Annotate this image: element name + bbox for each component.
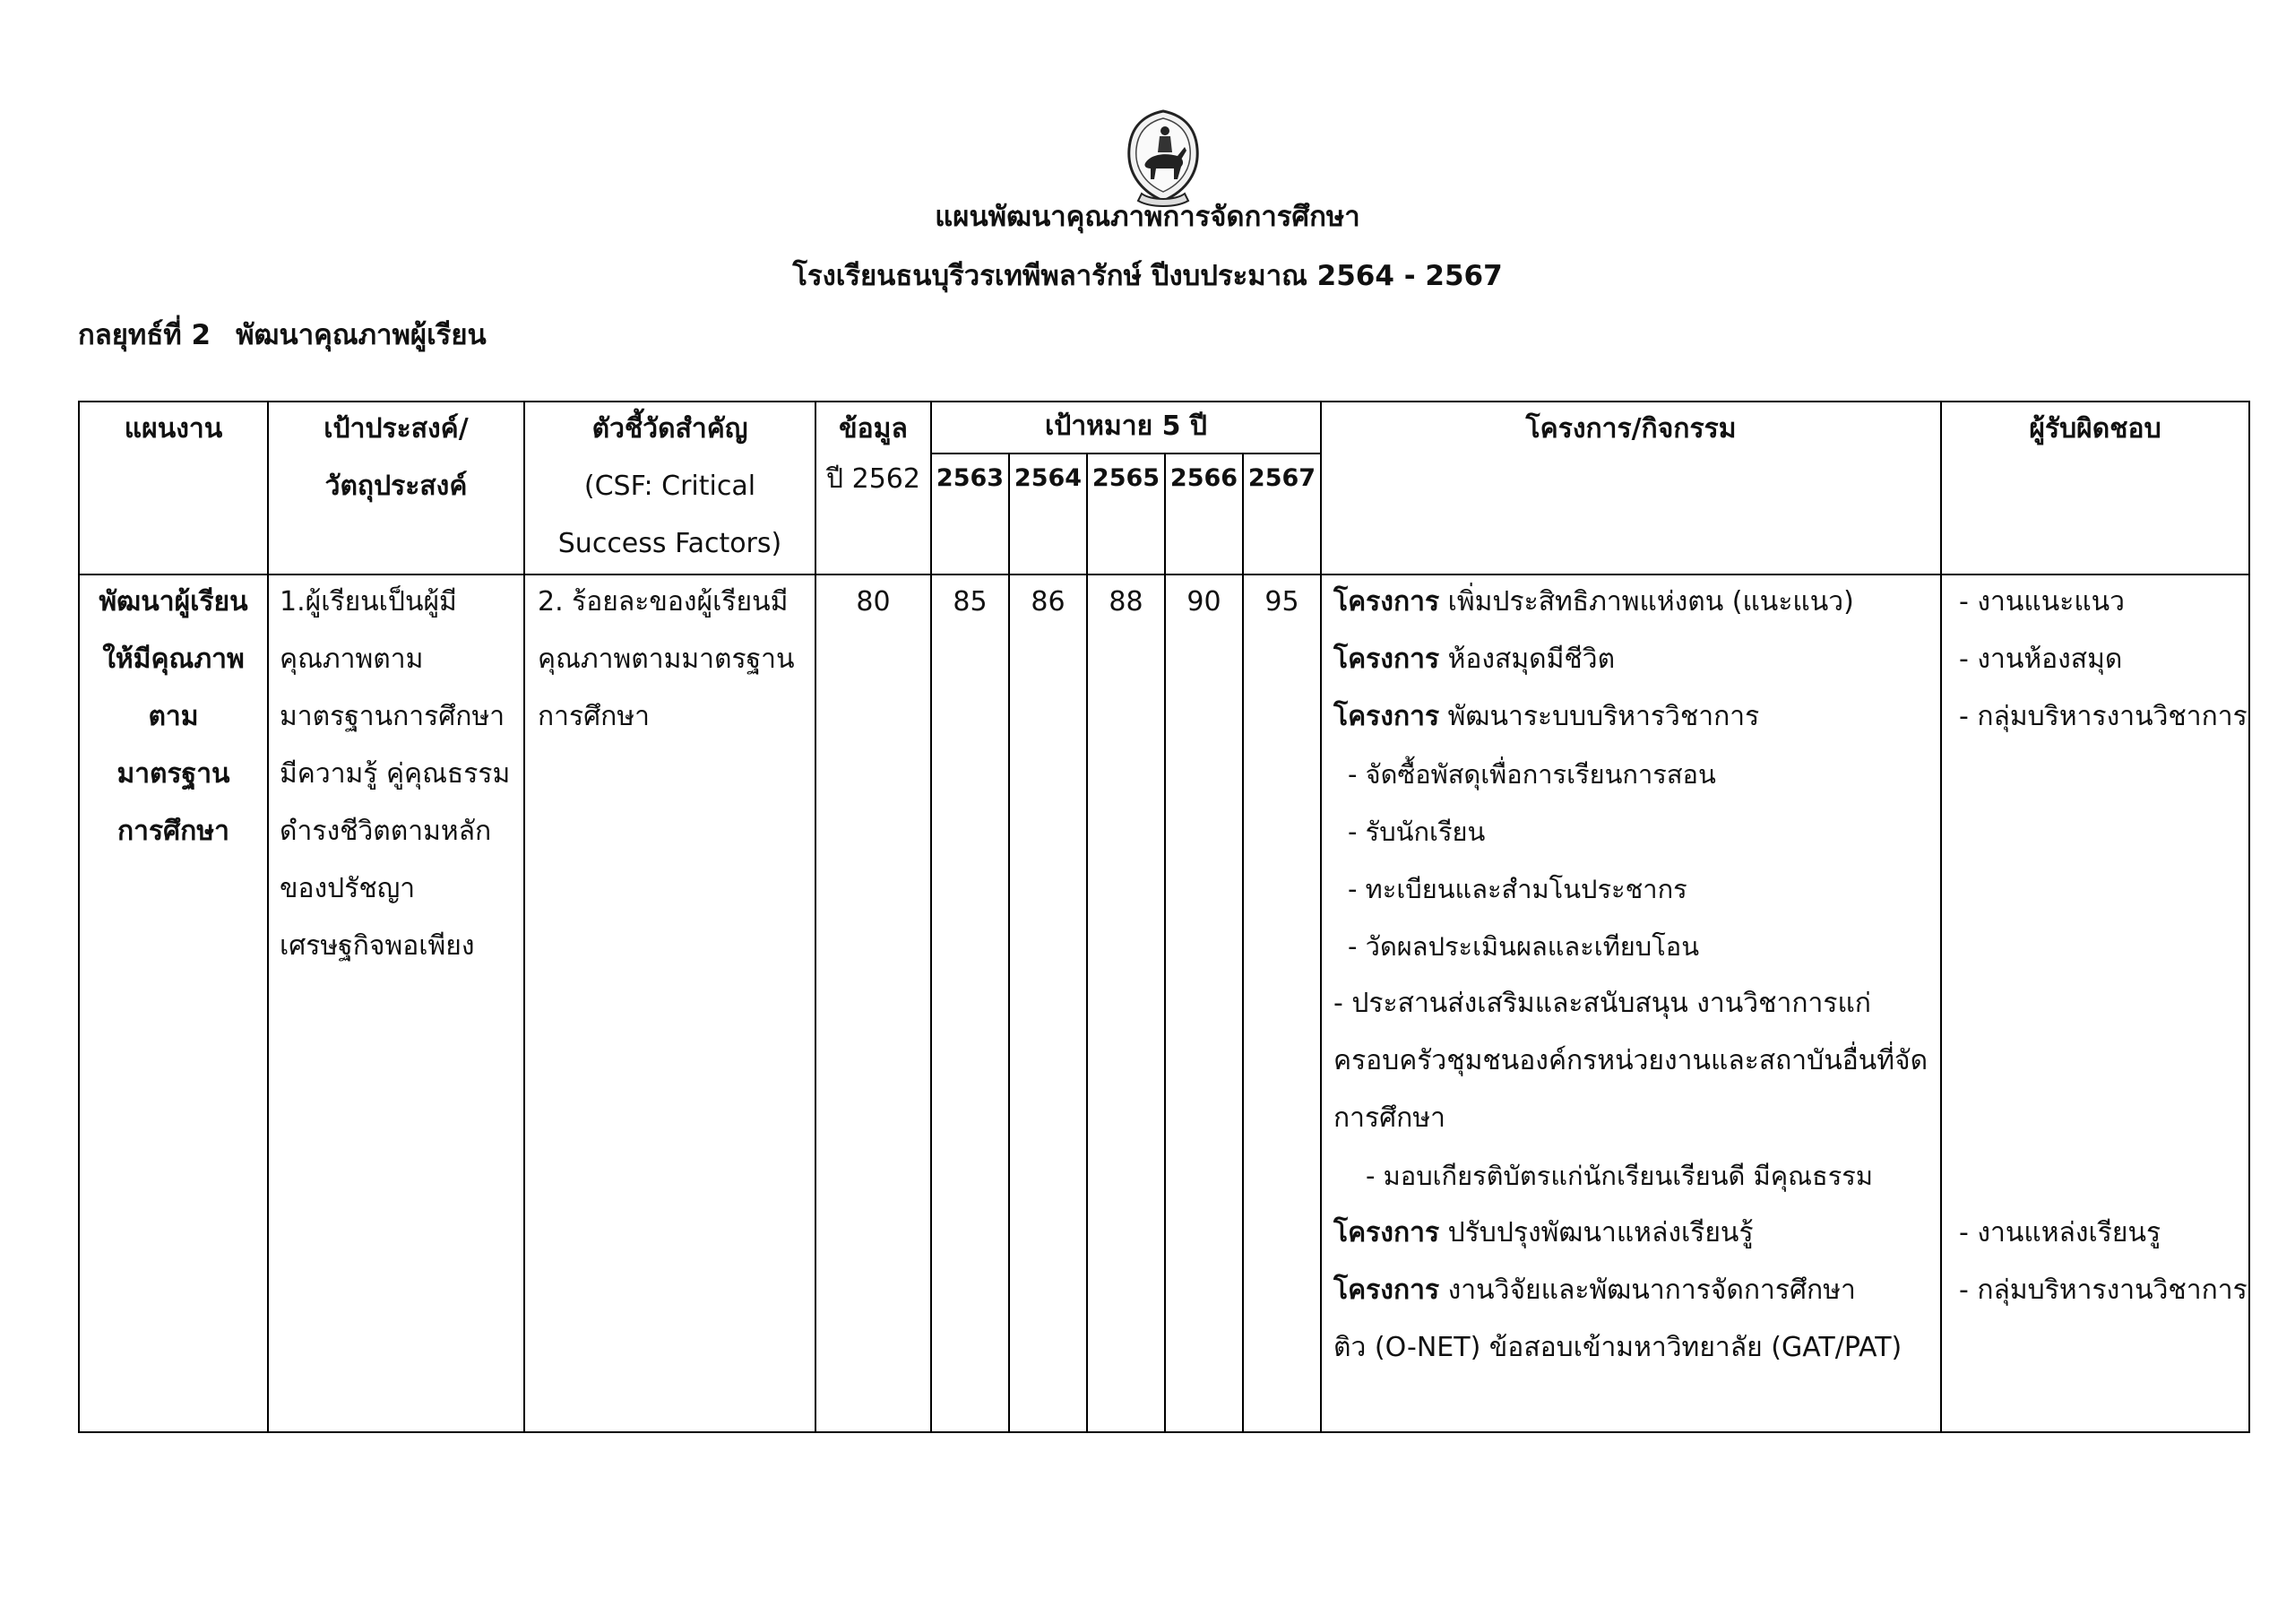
responsible-item bbox=[1959, 803, 2248, 860]
activity-item bbox=[1333, 803, 1938, 860]
header-year: 2564 bbox=[1014, 464, 1083, 492]
header-year: 2567 bbox=[1247, 464, 1316, 492]
project-text: - จัดซื้อพัสดุเพื่อการเรียนการสอน bbox=[1348, 759, 1716, 790]
header-year: 2566 bbox=[1169, 464, 1238, 492]
project-text: - ประสานส่งเสริมและสนับสนุน งานวิชาการแก่ bbox=[1333, 988, 1871, 1019]
header-responsible: ผู้รับผิดชอบ bbox=[2029, 413, 2161, 445]
header-baseline: ข้อมูล ปี 2562 bbox=[826, 413, 920, 495]
responsible-item bbox=[1959, 1147, 2248, 1205]
activity-item bbox=[1333, 860, 1938, 918]
col-divider bbox=[815, 401, 816, 1433]
project-text: พัฒนาระบบบริหารวิชาการ bbox=[1439, 701, 1760, 732]
project-item bbox=[1333, 688, 1938, 746]
project-text: - ทะเบียนและสำมโนประชากร bbox=[1348, 874, 1687, 904]
project-text: - รับนักเรียน bbox=[1348, 816, 1486, 847]
col-divider bbox=[1940, 401, 1942, 1433]
activity-item bbox=[1333, 975, 1938, 1032]
activity-item bbox=[1333, 1032, 1938, 1090]
responsible-item bbox=[1959, 1090, 2248, 1147]
header-year: 2565 bbox=[1091, 464, 1160, 492]
project-keyword: โครงการ bbox=[1333, 1217, 1440, 1248]
target-value: 85 bbox=[953, 586, 988, 618]
project-text: - วัดผลประเมินผลและเทียบโอน bbox=[1348, 931, 1700, 962]
project-text: ปรับปรุงพัฒนาแหล่งเรียนรู้ bbox=[1439, 1217, 1754, 1248]
document-title: แผนพัฒนาคุณภาพการจัดการศึกษา bbox=[935, 201, 1360, 233]
col-divider bbox=[1320, 401, 1322, 1433]
project-text: การศึกษา bbox=[1333, 1102, 1445, 1134]
responsible-item bbox=[1959, 1032, 2248, 1090]
strategy-heading bbox=[78, 317, 487, 353]
responsible-item: - งานแหล่งเรียนรู bbox=[1959, 1217, 2161, 1248]
project-item bbox=[1333, 631, 1938, 688]
activity-item bbox=[1333, 746, 1938, 803]
header-year: 2563 bbox=[936, 464, 1005, 492]
responsible-item bbox=[1959, 975, 2248, 1032]
header-projects: โครงการ/กิจกรรม bbox=[1525, 413, 1737, 445]
activity-item bbox=[1333, 1319, 1938, 1377]
target-value: 90 bbox=[1186, 586, 1221, 618]
target-value: 95 bbox=[1264, 586, 1299, 618]
header-target-5yr: เป้าหมาย 5 ปี bbox=[1045, 410, 1207, 442]
target-value: 86 bbox=[1031, 586, 1066, 618]
projects-cell bbox=[1333, 574, 1938, 1377]
activity-item bbox=[1333, 918, 1938, 975]
project-item bbox=[1333, 1205, 1938, 1262]
strategy-label: กลยุทธ์ที่ 2 bbox=[78, 319, 211, 351]
target-value: 88 bbox=[1109, 586, 1143, 618]
document-subtitle: โรงเรียนธนบุรีวรเทพีพลารักษ์ ปีงบประมาณ 2564 - 2567 bbox=[792, 260, 1503, 292]
col-divider bbox=[930, 401, 932, 1433]
responsible-item bbox=[1959, 918, 2248, 975]
project-keyword: โครงการ bbox=[1333, 644, 1440, 675]
header-plan: แผนงาน bbox=[124, 413, 223, 445]
plan-cell: พัฒนาผู้เรียน ให้มีคุณภาพ ตาม มาตรฐาน การศึกษา bbox=[99, 586, 248, 847]
baseline-value: 80 bbox=[856, 586, 891, 618]
project-text: - มอบเกียรติบัตรแก่นักเรียนเรียนดี มีคุณธรรม bbox=[1366, 1161, 1873, 1191]
project-text: ครอบครัวชุมชนองค์กรหน่วยงานและสถาบันอื่นที่จัด bbox=[1333, 1045, 1928, 1076]
col-divider bbox=[267, 401, 269, 1433]
responsible-item bbox=[1959, 860, 2248, 918]
project-keyword: โครงการ bbox=[1333, 1274, 1440, 1306]
objective-cell: 1.ผู้เรียนเป็นผู้มี คุณภาพตาม มาตรฐานการศึกษา มีความรู้ คู่คุณธรรม ดำรงชีวิตตามหลัก ของปรัชญา เศรษฐกิจพอเพียง bbox=[280, 586, 511, 962]
header-objective: เป้าประสงค์/ วัตถุประสงค์ bbox=[324, 413, 469, 502]
activity-item bbox=[1333, 1090, 1938, 1147]
project-keyword: โครงการ bbox=[1333, 586, 1440, 618]
activity-item bbox=[1333, 1147, 1938, 1205]
project-text: ติว (O-NET) ข้อสอบเข้ามหาวิทยาลัย (GAT/PAT) bbox=[1333, 1332, 1902, 1363]
responsible-item: - กลุ่มบริหารงานวิชาการ bbox=[1959, 1274, 2248, 1306]
header-kpi: ตัวชี้วัดสำคัญ (CSF: Critical Success Factors) bbox=[557, 413, 782, 559]
project-item bbox=[1333, 1262, 1938, 1319]
responsible-item: - กลุ่มบริหารงานวิชาการ bbox=[1959, 701, 2248, 732]
school-seal-icon bbox=[1118, 108, 1208, 208]
responsible-item: - งานห้องสมุด bbox=[1959, 644, 2123, 675]
project-text: เพิ่มประสิทธิภาพแห่งตน (แนะแนว) bbox=[1439, 586, 1854, 618]
strategy-name: พัฒนาคุณภาพผู้เรียน bbox=[236, 319, 487, 351]
project-item bbox=[1333, 574, 1938, 631]
responsible-item: - งานแนะแนว bbox=[1959, 586, 2126, 618]
project-keyword: โครงการ bbox=[1333, 701, 1440, 732]
responsible-cell bbox=[1959, 574, 2248, 1319]
kpi-cell: 2. ร้อยละของผู้เรียนมี คุณภาพตามมาตรฐาน การศึกษา bbox=[538, 586, 795, 732]
project-text: ห้องสมุดมีชีวิต bbox=[1439, 644, 1616, 675]
responsible-item bbox=[1959, 746, 2248, 803]
project-text: งานวิจัยและพัฒนาการจัดการศึกษา bbox=[1439, 1274, 1856, 1306]
